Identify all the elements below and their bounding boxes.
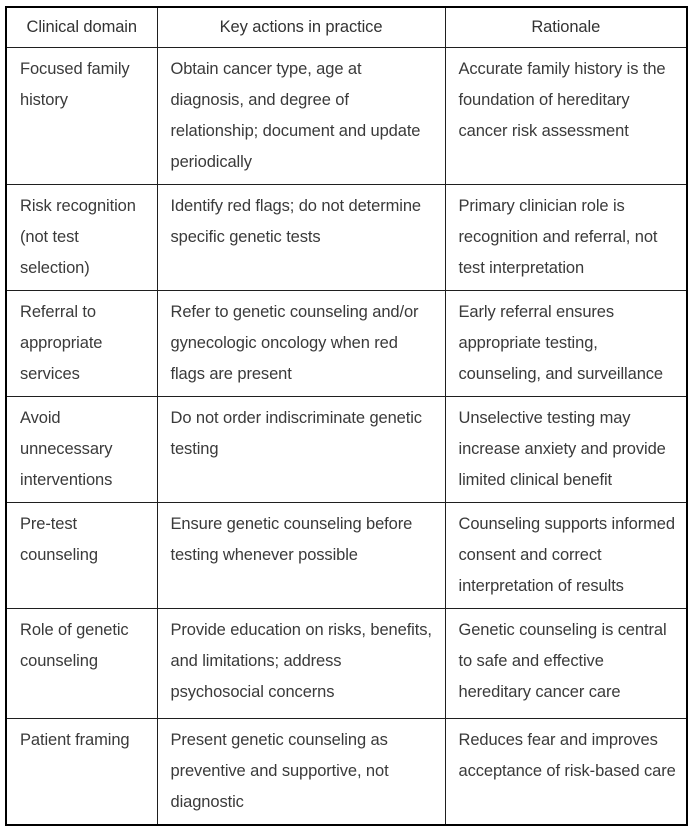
table-row — [6, 47, 687, 184]
cell-key-actions: Obtain cancer type, age at diagnosis, and degree of relationship; document and update periodically — [157, 47, 445, 184]
clinical-guidance-table — [5, 6, 688, 826]
cell-rationale: Reduces fear and improves acceptance of risk-based care — [445, 718, 687, 825]
column-header-clinical-domain: Clinical domain — [6, 7, 157, 47]
table-row — [6, 502, 687, 608]
cell-key-actions: Identify red flags; do not determine specific genetic tests — [157, 184, 445, 290]
cell-rationale: Primary clinician role is recognition and referral, not test interpretation — [445, 184, 687, 290]
cell-clinical-domain: Focused family history — [6, 47, 157, 184]
cell-rationale: Genetic counseling is central to safe and effective hereditary cancer care — [445, 608, 687, 718]
cell-rationale: Counseling supports informed consent and correct interpretation of results — [445, 502, 687, 608]
cell-key-actions: Provide education on risks, benefits, and limitations; address psychosocial concerns — [157, 608, 445, 718]
table-row — [6, 184, 687, 290]
cell-clinical-domain: Patient framing — [6, 718, 157, 825]
column-header-key-actions: Key actions in practice — [157, 7, 445, 47]
cell-clinical-domain: Role of genetic counseling — [6, 608, 157, 718]
cell-rationale: Early referral ensures appropriate testing, counseling, and surveillance — [445, 290, 687, 396]
cell-key-actions: Present genetic counseling as preventive and supportive, not diagnostic — [157, 718, 445, 825]
table-row — [6, 396, 687, 502]
cell-key-actions: Ensure genetic counseling before testing whenever possible — [157, 502, 445, 608]
table-row — [6, 290, 687, 396]
cell-rationale: Accurate family history is the foundation of hereditary cancer risk assessment — [445, 47, 687, 184]
cell-clinical-domain: Referral to appropriate services — [6, 290, 157, 396]
cell-key-actions: Do not order indiscriminate genetic testing — [157, 396, 445, 502]
table-row — [6, 718, 687, 825]
cell-clinical-domain: Risk recognition (not test selection) — [6, 184, 157, 290]
table-row — [6, 608, 687, 718]
column-header-rationale: Rationale — [445, 7, 687, 47]
cell-clinical-domain: Pre-test counseling — [6, 502, 157, 608]
cell-key-actions: Refer to genetic counseling and/or gynecologic oncology when red flags are present — [157, 290, 445, 396]
table-header-row — [6, 7, 687, 47]
cell-clinical-domain: Avoid unnecessary interventions — [6, 396, 157, 502]
cell-rationale: Unselective testing may increase anxiety and provide limited clinical benefit — [445, 396, 687, 502]
